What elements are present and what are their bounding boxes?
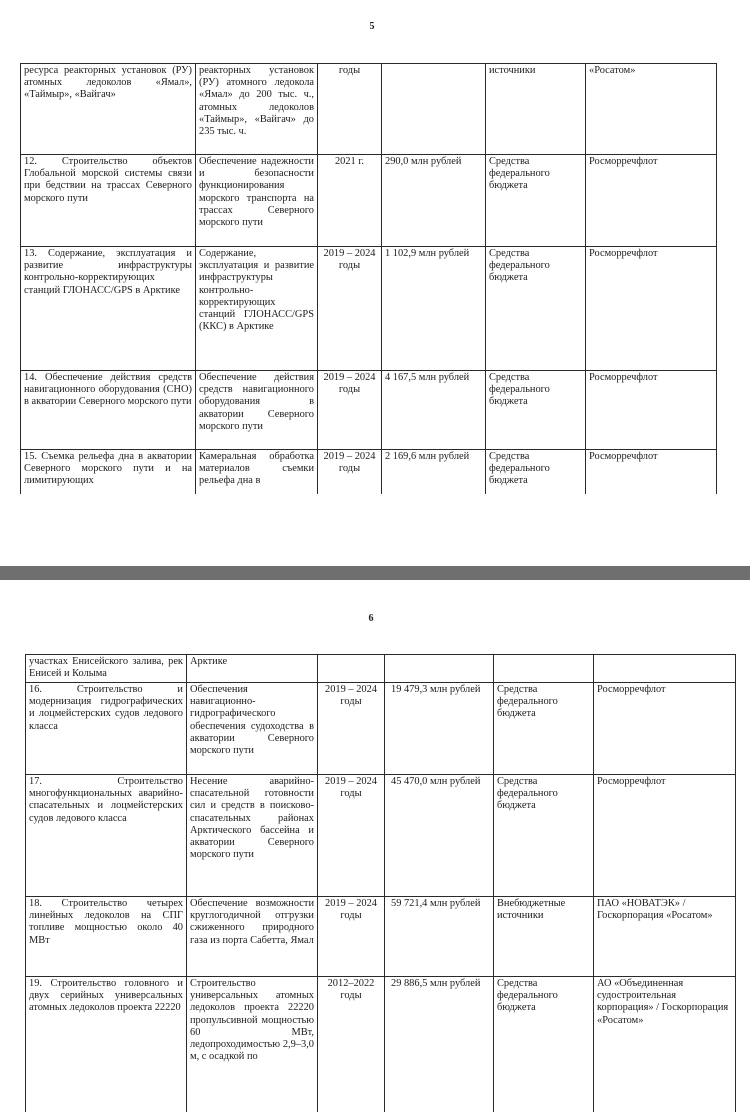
measures-table (20, 63, 717, 494)
measure-name-cell: 16. Строительство и модернизация гидрографических и лоцмейстерских судов ледового класса (26, 683, 187, 775)
measure-executor-cell: Росморречфлот (586, 450, 717, 494)
measure-source-cell: Средства федерального бюджета (486, 155, 586, 247)
measure-cost-cell: 1 102,9 млн рублей (382, 247, 486, 371)
measure-period-cell: 2012–2022 годы (318, 977, 385, 1112)
table-row (21, 155, 717, 247)
measure-cost-cell: 59 721,4 млн рублей (385, 897, 494, 977)
measure-period-cell: 2021 г. (318, 155, 382, 247)
table-row (26, 977, 736, 1112)
table-row (21, 64, 717, 155)
measure-period-cell: 2019 – 2024 годы (318, 897, 385, 977)
table-row (26, 683, 736, 775)
measure-purpose-cell: Арктике (187, 655, 318, 683)
measure-purpose-cell: Обеспечение возможности круглогодичной отгрузки сжиженного природного газа из порта Сабетта, Ямал (187, 897, 318, 977)
measure-source-cell: источники (486, 64, 586, 155)
measure-name-cell: 14. Обеспечение действия средств навигационного оборудования (СНО) в акватории Северного морского пути (21, 371, 196, 450)
measure-source-cell: Средства федерального бюджета (486, 371, 586, 450)
table-row (21, 247, 717, 371)
measure-executor-cell: ПАО «НОВАТЭК» / Госкорпорация «Росатом» (594, 897, 736, 977)
measure-source-cell: Средства федерального бюджета (494, 977, 594, 1112)
measure-name-cell: ресурса реакторных установок (РУ) атомных ледоколов «Ямал», «Таймыр», «Вайгач» (21, 64, 196, 155)
measure-cost-cell (385, 655, 494, 683)
measures-table (25, 654, 736, 1112)
measure-name-cell: участках Енисейского залива, рек Енисей и Колыма (26, 655, 187, 683)
page-6 (0, 580, 750, 1112)
measure-cost-cell: 2 169,6 млн рублей (382, 450, 486, 494)
table-row (26, 655, 736, 683)
measure-source-cell: Средства федерального бюджета (486, 450, 586, 494)
measure-purpose-cell: Обеспечение действия средств навигационного оборудования в акватории Северного морского пути (196, 371, 318, 450)
page-number: 6 (368, 613, 374, 624)
measure-source-cell: Средства федерального бюджета (494, 775, 594, 897)
measure-purpose-cell: Камеральная обработка материалов съемки рельефа дна в (196, 450, 318, 494)
measure-executor-cell: Росморречфлот (594, 775, 736, 897)
measure-executor-cell: Росморречфлот (586, 247, 717, 371)
measure-period-cell: 2019 – 2024 годы (318, 247, 382, 371)
measure-name-cell: 12. Строительство объектов Глобальной морской системы связи при бедствии на трассах Северного морского пути (21, 155, 196, 247)
measure-period-cell: 2019 – 2024 годы (318, 450, 382, 494)
measure-name-cell: 15. Съемка рельефа дна в акватории Северного морского пути и на лимитирующих (21, 450, 196, 494)
measure-executor-cell: АО «Объединенная судостроительная корпорация» / Госкорпорация «Росатом» (594, 977, 736, 1112)
measure-source-cell (494, 655, 594, 683)
page-number: 5 (369, 21, 375, 32)
measure-cost-cell: 19 479,3 млн рублей (385, 683, 494, 775)
table-row (21, 450, 717, 494)
table-row (26, 775, 736, 897)
measure-purpose-cell: Строительство универсальных атомных ледоколов проекта 22220 пропульсивной мощностью 60 МВт, ледопроходимостью 2,9–3,0 м, с осадкой по (187, 977, 318, 1112)
measure-source-cell: Средства федерального бюджета (494, 683, 594, 775)
measure-name-cell: 19. Строительство головного и двух серийных универсальных атомных ледоколов проекта 22220 (26, 977, 187, 1112)
measure-source-cell: Средства федерального бюджета (486, 247, 586, 371)
measure-cost-cell: 45 470,0 млн рублей (385, 775, 494, 897)
table-row (26, 897, 736, 977)
measure-name-cell: 13. Содержание, эксплуатация и развитие инфраструктуры контрольно-корректирующих станций ГЛОНАСС/GPS в Арктике (21, 247, 196, 371)
measure-cost-cell (382, 64, 486, 155)
measure-period-cell: 2019 – 2024 годы (318, 683, 385, 775)
measure-period-cell: годы (318, 64, 382, 155)
measure-cost-cell: 290,0 млн рублей (382, 155, 486, 247)
measure-executor-cell: Росморречфлот (586, 155, 717, 247)
page-separator (0, 566, 750, 580)
measure-purpose-cell: реакторных установок (РУ) атомного ледокола «Ямал» до 200 тыс. ч., атомных ледоколов «Таймыр», «Вайгач» до 235 тыс. ч. (196, 64, 318, 155)
table-row (21, 371, 717, 450)
measure-executor-cell: Росморречфлот (594, 683, 736, 775)
measure-purpose-cell: Обеспечения навигационно-гидрографического обеспечения судоходства в акватории Северного морского пути (187, 683, 318, 775)
measure-purpose-cell: Обеспечение надежности и безопасности функционирования морского транспорта на трассах Северного морского пути (196, 155, 318, 247)
measure-executor-cell: «Росатом» (586, 64, 717, 155)
measure-cost-cell: 4 167,5 млн рублей (382, 371, 486, 450)
measure-executor-cell (594, 655, 736, 683)
measure-executor-cell: Росморречфлот (586, 371, 717, 450)
measure-purpose-cell: Несение аварийно-спасательной готовности сил и средств в поисково-спасательных районах Арктического бассейна и акватории Северного морского пути (187, 775, 318, 897)
measure-name-cell: 17. Строительство многофункциональных аварийно-спасательных и лоцмейстерских судов ледового класса (26, 775, 187, 897)
measure-period-cell: 2019 – 2024 годы (318, 371, 382, 450)
measure-source-cell: Внебюджетные источники (494, 897, 594, 977)
measure-cost-cell: 29 886,5 млн рублей (385, 977, 494, 1112)
measure-purpose-cell: Содержание, эксплуатация и развитие инфраструктуры контрольно-корректирующих станций ГЛОНАСС/GPS (ККС) в Арктике (196, 247, 318, 371)
measure-name-cell: 18. Строительство четырех линейных ледоколов на СПГ топливе мощностью около 40 МВт (26, 897, 187, 977)
measure-period-cell: 2019 – 2024 годы (318, 775, 385, 897)
measure-period-cell (318, 655, 385, 683)
